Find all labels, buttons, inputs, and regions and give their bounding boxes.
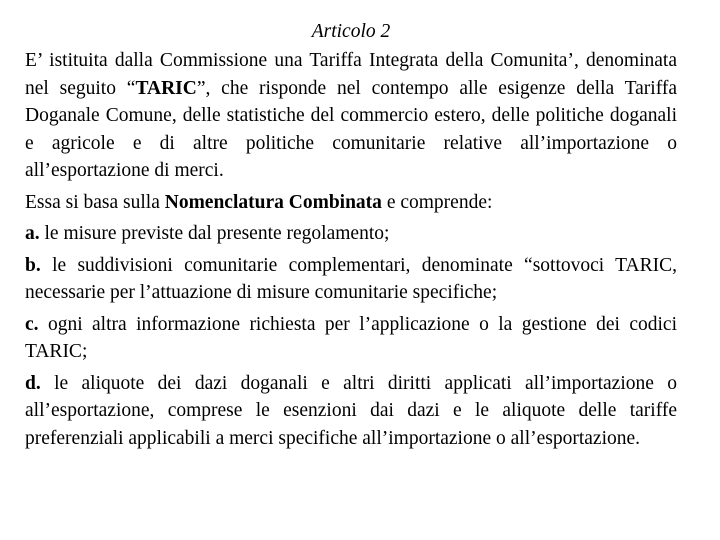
intro-text-start: E’ istituita dalla Commissione una Tariffa Integrata della Comunita’, denominata nel seguito “ [25,50,677,99]
document-page [25,18,677,452]
list-item-c [25,311,677,366]
basis-paragraph [25,189,677,217]
list-item-b [25,252,677,307]
intro-paragraph [25,47,677,185]
list-item-text: ogni altra informazione richiesta per l’applicazione o la gestione dei codici TARIC; [25,313,677,362]
taric-term: TARIC [135,77,197,99]
list-item-a [25,220,677,248]
article-title: Articolo 2 [311,21,391,42]
list-marker: d. [25,372,41,394]
list-item-text: le suddivisioni comunitarie complementari, denominate “sottovoci TARIC, necessarie per l’attuazione di misure comunitarie specifiche; [25,254,677,303]
intro-text-end: ”, che risponde nel contempo alle esigenze della Tariffa Doganale Comune, delle statistiche del commercio estero, delle politiche doganali e agricole e di altre politiche comunitarie relative all’importazione o all’esportazione di merci. [25,77,678,181]
list-marker: a. [25,223,40,244]
list-marker: c. [25,313,39,335]
list-marker: b. [25,254,41,276]
list-item-text: le aliquote dei dazi doganali e altri diritti applicati all’importazione o all’esportazione, comprese le esenzioni dai dazi e le aliquote delle tariffe preferenziali applicabili a merci specifiche all’importazione o all’esportazione. [25,372,677,449]
basis-text-start: Essa si basa sulla [25,191,165,213]
nomenclature-term: Nomenclatura Combinata [164,191,382,213]
list-item-text: le misure previste dal presente regolamento; [39,223,390,244]
basis-text-end: e comprende: [381,191,493,213]
list-item-d [25,370,677,453]
